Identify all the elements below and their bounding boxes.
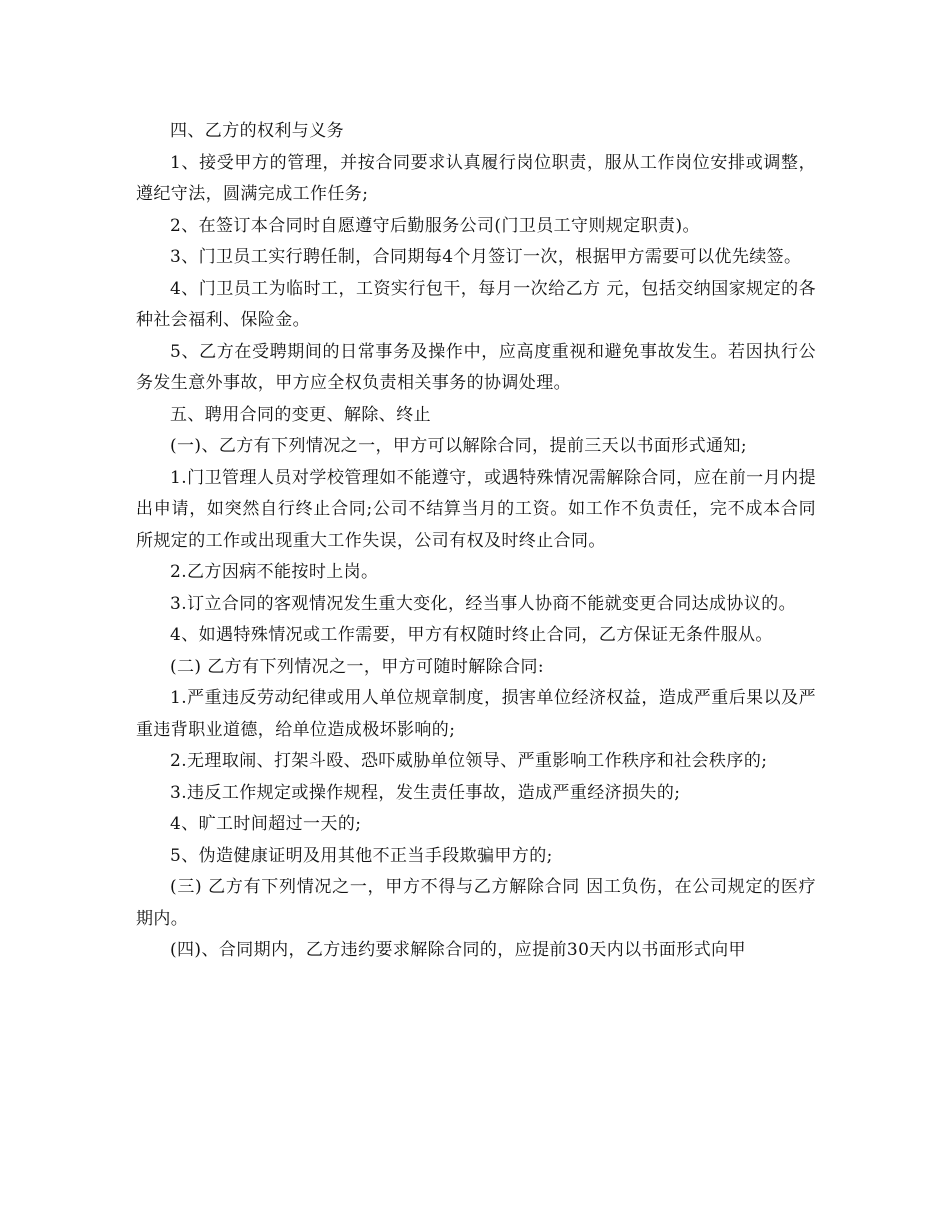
paragraph: 3.订立合同的客观情况发生重大变化，经当事人协商不能就变更合同达成协议的。 [170, 593, 797, 614]
subsection-heading-4: (四)、合同期内，乙方违约要求解除合同的，应提前30天内以书面形式向甲 [170, 940, 746, 960]
paragraph: 2.乙方因病不能按时上岗。 [170, 562, 379, 582]
subsection-heading-1: (一)、乙方有下列情况之一，甲方可以解除合同，提前三天以书面形式通知; [170, 436, 747, 456]
subsection-heading-2: (二) 乙方有下列情况之一，甲方可随时解除合同: [170, 656, 544, 677]
paragraph: 4、如遇特殊情况或工作需要，甲方有权随时终止合同，乙方保证无条件服从。 [170, 625, 773, 645]
paragraph: 1、接受甲方的管理，并按合同要求认真履行岗位职责，服从工作岗位安排或调整，遵纪守法，圆满完成工作任务; [136, 152, 816, 204]
paragraph: 3.违反工作规定或操作规程，发生责任事故，造成严重经济损失的; [170, 782, 681, 803]
document-body [136, 116, 816, 967]
paragraph: 3、门卫员工实行聘任制，合同期每4个月签订一次，根据甲方需要可以优先续签。 [170, 247, 802, 267]
paragraph: 4、门卫员工为临时工，工资实行包干，每月一次给乙方 元，包括交纳国家规定的各种社会福利、保险金。 [136, 278, 816, 330]
paragraph: 1.门卫管理人员对学校管理如不能遵守，或遇特殊情况需解除合同，应在前一月内提出申请，如突然自行终止合同;公司不结算当月的工资。如工作不负责任，完不成本合同所规定的工作或出现重大工作失误，公司有权及时终止合同。 [136, 467, 816, 551]
paragraph: 2、在签订本合同时自愿遵守后勤服务公司(门卫员工守则规定职责)。 [170, 215, 700, 236]
section-heading-4: 四、乙方的权利与义务 [170, 121, 344, 141]
paragraph: 4、旷工时间超过一天的; [170, 814, 362, 834]
paragraph: 2.无理取闹、打架斗殴、恐吓威胁单位领导、严重影响工作秩序和社会秩序的; [170, 751, 768, 771]
paragraph: 5、乙方在受聘期间的日常事务及操作中，应高度重视和避免事故发生。若因执行公务发生意外事故，甲方应全权负责相关事务的协调处理。 [136, 341, 816, 393]
subsection-heading-3: (三) 乙方有下列情况之一，甲方不得与乙方解除合同 因工负伤，在公司规定的医疗期内。 [136, 877, 816, 929]
paragraph: 1.严重违反劳动纪律或用人单位规章制度，损害单位经济权益，造成严重后果以及严重违背职业道德，给单位造成极坏影响的; [136, 688, 816, 740]
paragraph: 5、伪造健康证明及用其他不正当手段欺骗甲方的; [170, 845, 553, 866]
section-heading-5: 五、聘用合同的变更、解除、终止 [170, 404, 431, 425]
